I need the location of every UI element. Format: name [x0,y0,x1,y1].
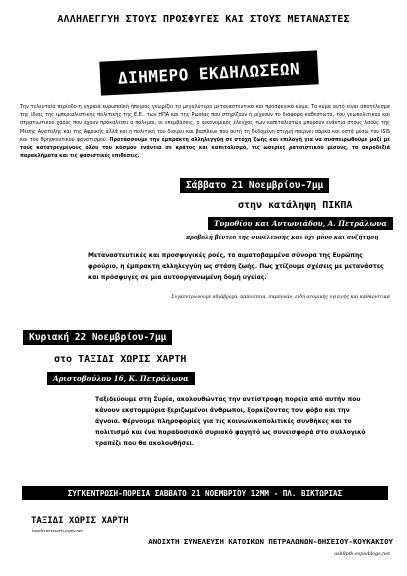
event1-subline: προβολή βίντεο της συνέλευσης και όχι μόνο και συζήτηση [186,235,379,241]
intro-text: Την τελευταία περίοδο η γηραιά ευρωπαϊκή ήπειρος γνωρίζει το μεγαλύτερο μεταναστευτικό και προσφυγικό κύμα. Το κύμα αυτό είναι αποτέλεσμα της ίδιας της ιμπεριαλιστικής πολιτικής της Ε.Ε., των ΗΠΑ και της Ρωσίας που στηρίζουν ή ρίχνουν το διάφορο καθεστώτα, του γεωπολιτικού και στρατιωτικού χάους που έχουν προκαλέσει ο πόλεμοι, οι επεμβάσεις, ο οικονομικός έλεγχος των καπιταλιστών μπορούν ενάντια στους λαούς της Μέσης Ανατολής και της Αφρικής αλλά και η πολιτική του διαίρει και βασίλευε που αυτή τη δεδομένη στιγμή παίρνει σάρκα και οστά μέσω του ISIS και του θρησκευτικού φανατισμού. [20,104,390,143]
intro-bold-text: Προτάσσουμε την έμπρακτη αλληλεγγύη σε στόχη ζωής και επιλογή για να συσπειρωθούμε μαζί με τους κατατρεγμένους όλου του κόσμου ενάντια σε κράτος και καπιταλισμό, τις ωσερίες ρατσιστικού μίσους, τα ακροδεξιά παρακλήματα και τις φασιστικές επιθέσεις. [20,136,390,160]
march-banner: ΣΥΓΚΕΝΤΡΩΣΗ-ΠΟΡΕΙΑ ΣΑΒΒΑΤΟ 21 ΝΟΕΜΒΡΙΟΥ 12ΜΜ - ΠΛ. ΒΙΚΤΩΡΙΑΣ [22,486,388,500]
event2-description: Ταξιδεύουμε στη Συρία, ακολουθώντας την αντίστροφη πορεία από αυτήν που κάνουν εκατομμύρια ξεριζωμένοι άνθρωποι, ξορκίζοντας τον φόβο και την άγνοια. Φέρνουμε πληροφορίες για τις κοινωνικοπολιτικές συνθήκες και το πολιτισμό και ένα παραδοσιακό συριακό φαγητό ως συνεισφορά στο συλλογικό τραπέζι που θα ακολουθήσει. [95,396,366,447]
footer-blog-url[interactable]: ask8ptk.espivblogs.net [334,552,390,557]
event2-date: Κυριακή 22 Νοεμβρίου-7μμ [23,330,172,345]
footer-logo: ΤΑΞΙΔΙ ΧΩΡΙΣ ΧΑΡΤΗ [31,516,129,526]
event1-date: Σάββατο 21 Νοεμβρίου-7μμ [180,178,329,193]
footer-assembly: ΑΝΟΙΧΤΗ ΣΥΝΕΛΕΥΣΗ ΚΑΤΟΙΚΩΝ ΠΕΤΡΑΛΩΝΩΝ-ΘΗΣΕΙΟΥ-ΚΟΥΚΑΚΙΟΥ [148,537,393,546]
poster-headline: ΑΛΛΗΛΕΓΓΥΗ ΣΤΟΥΣ ΠΡΟΣΦΥΓΕΣ ΚΑΙ ΣΤΟΥΣ ΜΕΤΑΝΑΣΤΕΣ [57,14,350,25]
footer-logo-url[interactable]: taxidixwrisxarti.espiv.net [32,528,83,533]
event2-venue: στο ΤΑΞΙΔΙ ΧΩΡΙΣ ΧΑΡΤΗ [54,354,187,365]
event1-venue: στην κατάληψη ΠΙΚΠΑ [238,200,353,211]
event1-description: Μεταναστευτικές και προσφυγικές ροές, τα αιματοβαμμένα σύνορα της Ευρώπης φρούριο, η έμπρακτη αλληλεγγύη ως στάση ζωής. Πως χτίζουμε σχέσεις με μετανάστες και πρόσφυγες σε μια αυτοοργανωμένη δομή υγείας. [88,252,384,281]
event1-footnote: Συγκεντρώνουμε αδιάβροχα, παπούτσια, σαμπουάν, είδη ατομικής υγιεινής και καθαριστικά [171,295,390,300]
event1-address: Τυμοθίου και Αντωνιάδου, Α. Πετράλωνα [208,217,393,230]
event2-address: Αριστοβούλου 16, Κ. Πετράλωνα [47,372,195,385]
event-banner: ΔΙΗΜΕΡΟ ΕΚΔΗΛΩΣΕΩΝ [99,50,318,95]
intro-paragraph [20,103,390,160]
